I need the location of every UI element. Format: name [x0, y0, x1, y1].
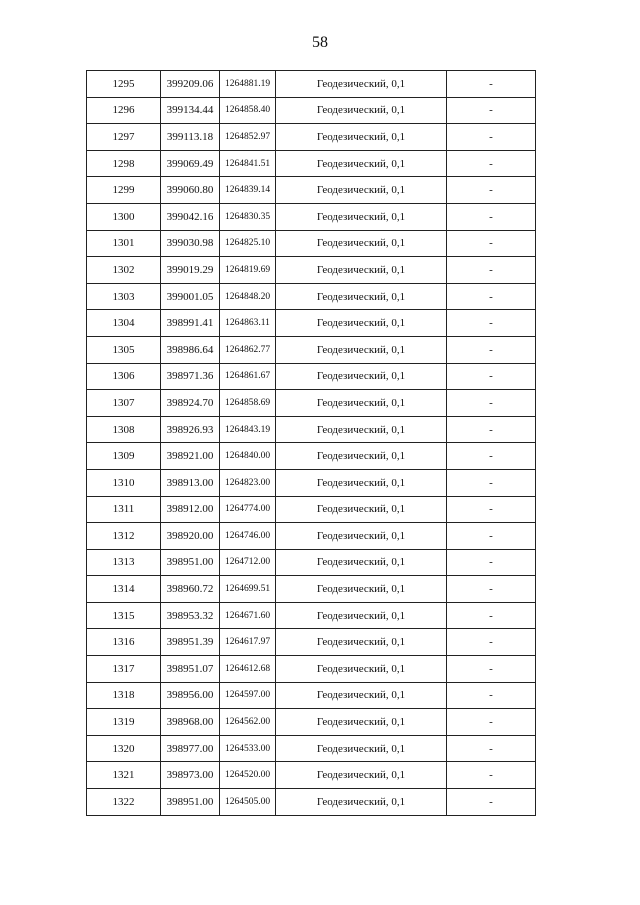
- point-number-cell: 1295: [87, 71, 161, 98]
- note-cell: -: [447, 310, 536, 337]
- y-coordinate-cell: 1264858.69: [220, 390, 276, 417]
- note-cell: -: [447, 496, 536, 523]
- method-accuracy-cell: Геодезический, 0,1: [276, 97, 447, 124]
- note-cell: -: [447, 762, 536, 789]
- note-cell: -: [447, 469, 536, 496]
- point-number-cell: 1308: [87, 416, 161, 443]
- note-cell: -: [447, 523, 536, 550]
- x-coordinate-cell: 398920.00: [161, 523, 220, 550]
- method-accuracy-cell: Геодезический, 0,1: [276, 177, 447, 204]
- point-number-cell: 1302: [87, 257, 161, 284]
- coordinates-table: [86, 70, 536, 816]
- x-coordinate-cell: 398912.00: [161, 496, 220, 523]
- note-cell: -: [447, 283, 536, 310]
- x-coordinate-cell: 398951.07: [161, 656, 220, 683]
- note-cell: -: [447, 230, 536, 257]
- method-accuracy-cell: Геодезический, 0,1: [276, 230, 447, 257]
- x-coordinate-cell: 398971.36: [161, 363, 220, 390]
- x-coordinate-cell: 399113.18: [161, 124, 220, 151]
- point-number-cell: 1300: [87, 203, 161, 230]
- method-accuracy-cell: Геодезический, 0,1: [276, 469, 447, 496]
- y-coordinate-cell: 1264841.51: [220, 150, 276, 177]
- note-cell: -: [447, 97, 536, 124]
- table-row: [87, 469, 536, 496]
- method-accuracy-cell: Геодезический, 0,1: [276, 150, 447, 177]
- method-accuracy-cell: Геодезический, 0,1: [276, 496, 447, 523]
- x-coordinate-cell: 398986.64: [161, 336, 220, 363]
- table-row: [87, 629, 536, 656]
- note-cell: -: [447, 71, 536, 98]
- y-coordinate-cell: 1264699.51: [220, 576, 276, 603]
- note-cell: -: [447, 203, 536, 230]
- note-cell: -: [447, 576, 536, 603]
- table-row: [87, 576, 536, 603]
- note-cell: -: [447, 124, 536, 151]
- method-accuracy-cell: Геодезический, 0,1: [276, 416, 447, 443]
- method-accuracy-cell: Геодезический, 0,1: [276, 257, 447, 284]
- note-cell: -: [447, 709, 536, 736]
- method-accuracy-cell: Геодезический, 0,1: [276, 682, 447, 709]
- x-coordinate-cell: 398960.72: [161, 576, 220, 603]
- y-coordinate-cell: 1264843.19: [220, 416, 276, 443]
- x-coordinate-cell: 398951.39: [161, 629, 220, 656]
- point-number-cell: 1307: [87, 390, 161, 417]
- table-row: [87, 230, 536, 257]
- point-number-cell: 1319: [87, 709, 161, 736]
- note-cell: -: [447, 416, 536, 443]
- note-cell: -: [447, 150, 536, 177]
- y-coordinate-cell: 1264746.00: [220, 523, 276, 550]
- table-row: [87, 443, 536, 470]
- x-coordinate-cell: 398977.00: [161, 735, 220, 762]
- table-row: [87, 682, 536, 709]
- point-number-cell: 1313: [87, 549, 161, 576]
- x-coordinate-cell: 398913.00: [161, 469, 220, 496]
- table-row: [87, 150, 536, 177]
- x-coordinate-cell: 399001.05: [161, 283, 220, 310]
- y-coordinate-cell: 1264533.00: [220, 735, 276, 762]
- x-coordinate-cell: 398926.93: [161, 416, 220, 443]
- y-coordinate-cell: 1264612.68: [220, 656, 276, 683]
- table-row: [87, 549, 536, 576]
- y-coordinate-cell: 1264617.97: [220, 629, 276, 656]
- point-number-cell: 1299: [87, 177, 161, 204]
- point-number-cell: 1297: [87, 124, 161, 151]
- x-coordinate-cell: 399030.98: [161, 230, 220, 257]
- y-coordinate-cell: 1264774.00: [220, 496, 276, 523]
- table-row: [87, 203, 536, 230]
- method-accuracy-cell: Геодезический, 0,1: [276, 789, 447, 816]
- y-coordinate-cell: 1264861.67: [220, 363, 276, 390]
- point-number-cell: 1303: [87, 283, 161, 310]
- method-accuracy-cell: Геодезический, 0,1: [276, 735, 447, 762]
- table-row: [87, 735, 536, 762]
- method-accuracy-cell: Геодезический, 0,1: [276, 443, 447, 470]
- method-accuracy-cell: Геодезический, 0,1: [276, 310, 447, 337]
- x-coordinate-cell: 399209.06: [161, 71, 220, 98]
- note-cell: -: [447, 735, 536, 762]
- point-number-cell: 1304: [87, 310, 161, 337]
- y-coordinate-cell: 1264823.00: [220, 469, 276, 496]
- y-coordinate-cell: 1264712.00: [220, 549, 276, 576]
- point-number-cell: 1309: [87, 443, 161, 470]
- x-coordinate-cell: 398953.32: [161, 602, 220, 629]
- note-cell: -: [447, 336, 536, 363]
- method-accuracy-cell: Геодезический, 0,1: [276, 336, 447, 363]
- y-coordinate-cell: 1264848.20: [220, 283, 276, 310]
- point-number-cell: 1316: [87, 629, 161, 656]
- point-number-cell: 1311: [87, 496, 161, 523]
- method-accuracy-cell: Геодезический, 0,1: [276, 71, 447, 98]
- method-accuracy-cell: Геодезический, 0,1: [276, 629, 447, 656]
- note-cell: -: [447, 443, 536, 470]
- y-coordinate-cell: 1264840.00: [220, 443, 276, 470]
- x-coordinate-cell: 398956.00: [161, 682, 220, 709]
- note-cell: -: [447, 682, 536, 709]
- table-row: [87, 709, 536, 736]
- table-row: [87, 257, 536, 284]
- table-row: [87, 523, 536, 550]
- point-number-cell: 1306: [87, 363, 161, 390]
- table-row: [87, 71, 536, 98]
- note-cell: -: [447, 177, 536, 204]
- y-coordinate-cell: 1264863.11: [220, 310, 276, 337]
- note-cell: -: [447, 390, 536, 417]
- point-number-cell: 1315: [87, 602, 161, 629]
- point-number-cell: 1310: [87, 469, 161, 496]
- table-row: [87, 390, 536, 417]
- table-row: [87, 496, 536, 523]
- table-body: [87, 71, 536, 816]
- point-number-cell: 1318: [87, 682, 161, 709]
- y-coordinate-cell: 1264825.10: [220, 230, 276, 257]
- x-coordinate-cell: 399042.16: [161, 203, 220, 230]
- method-accuracy-cell: Геодезический, 0,1: [276, 203, 447, 230]
- y-coordinate-cell: 1264520.00: [220, 762, 276, 789]
- table-row: [87, 602, 536, 629]
- x-coordinate-cell: 398968.00: [161, 709, 220, 736]
- method-accuracy-cell: Геодезический, 0,1: [276, 549, 447, 576]
- x-coordinate-cell: 398924.70: [161, 390, 220, 417]
- table-row: [87, 789, 536, 816]
- y-coordinate-cell: 1264852.97: [220, 124, 276, 151]
- method-accuracy-cell: Геодезический, 0,1: [276, 124, 447, 151]
- note-cell: -: [447, 656, 536, 683]
- y-coordinate-cell: 1264505.00: [220, 789, 276, 816]
- page-number: 58: [312, 34, 328, 51]
- y-coordinate-cell: 1264830.35: [220, 203, 276, 230]
- point-number-cell: 1296: [87, 97, 161, 124]
- method-accuracy-cell: Геодезический, 0,1: [276, 656, 447, 683]
- x-coordinate-cell: 398951.00: [161, 549, 220, 576]
- note-cell: -: [447, 629, 536, 656]
- y-coordinate-cell: 1264671.60: [220, 602, 276, 629]
- note-cell: -: [447, 789, 536, 816]
- table-row: [87, 762, 536, 789]
- table-row: [87, 283, 536, 310]
- table-row: [87, 310, 536, 337]
- x-coordinate-cell: 399019.29: [161, 257, 220, 284]
- method-accuracy-cell: Геодезический, 0,1: [276, 602, 447, 629]
- point-number-cell: 1298: [87, 150, 161, 177]
- method-accuracy-cell: Геодезический, 0,1: [276, 523, 447, 550]
- note-cell: -: [447, 257, 536, 284]
- method-accuracy-cell: Геодезический, 0,1: [276, 709, 447, 736]
- table-row: [87, 177, 536, 204]
- method-accuracy-cell: Геодезический, 0,1: [276, 363, 447, 390]
- x-coordinate-cell: 398991.41: [161, 310, 220, 337]
- x-coordinate-cell: 398973.00: [161, 762, 220, 789]
- point-number-cell: 1321: [87, 762, 161, 789]
- y-coordinate-cell: 1264858.40: [220, 97, 276, 124]
- note-cell: -: [447, 549, 536, 576]
- table-row: [87, 97, 536, 124]
- y-coordinate-cell: 1264839.14: [220, 177, 276, 204]
- x-coordinate-cell: 399134.44: [161, 97, 220, 124]
- y-coordinate-cell: 1264862.77: [220, 336, 276, 363]
- table-row: [87, 416, 536, 443]
- y-coordinate-cell: 1264562.00: [220, 709, 276, 736]
- table-row: [87, 336, 536, 363]
- method-accuracy-cell: Геодезический, 0,1: [276, 283, 447, 310]
- note-cell: -: [447, 602, 536, 629]
- point-number-cell: 1314: [87, 576, 161, 603]
- y-coordinate-cell: 1264881.19: [220, 71, 276, 98]
- table-row: [87, 124, 536, 151]
- x-coordinate-cell: 399069.49: [161, 150, 220, 177]
- y-coordinate-cell: 1264597.00: [220, 682, 276, 709]
- method-accuracy-cell: Геодезический, 0,1: [276, 762, 447, 789]
- point-number-cell: 1320: [87, 735, 161, 762]
- x-coordinate-cell: 399060.80: [161, 177, 220, 204]
- point-number-cell: 1312: [87, 523, 161, 550]
- y-coordinate-cell: 1264819.69: [220, 257, 276, 284]
- point-number-cell: 1305: [87, 336, 161, 363]
- table-row: [87, 363, 536, 390]
- x-coordinate-cell: 398951.00: [161, 789, 220, 816]
- point-number-cell: 1317: [87, 656, 161, 683]
- x-coordinate-cell: 398921.00: [161, 443, 220, 470]
- table-row: [87, 656, 536, 683]
- point-number-cell: 1322: [87, 789, 161, 816]
- point-number-cell: 1301: [87, 230, 161, 257]
- note-cell: -: [447, 363, 536, 390]
- method-accuracy-cell: Геодезический, 0,1: [276, 390, 447, 417]
- method-accuracy-cell: Геодезический, 0,1: [276, 576, 447, 603]
